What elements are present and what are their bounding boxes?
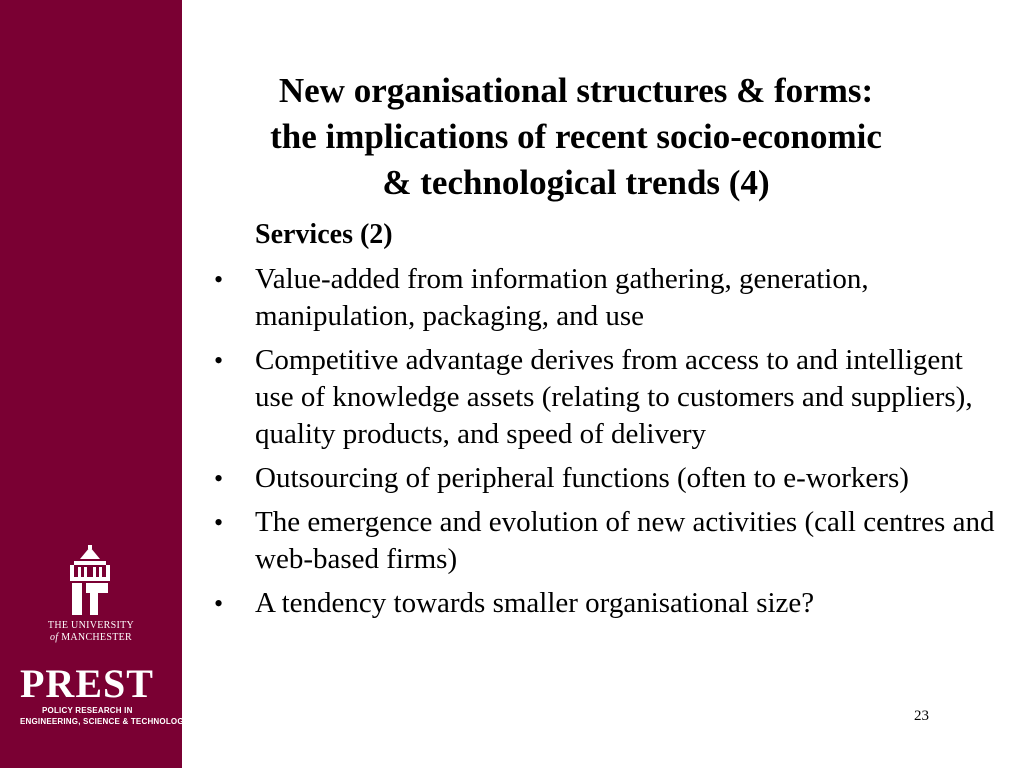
prest-logo: PREST [20,661,154,706]
university-name-line2 [0,632,182,643]
prest-subtitle-line2: ENGINEERING, SCIENCE & TECHNOLOGY [20,717,190,726]
bullet-item [212,342,1002,453]
sidebar [0,0,190,768]
bullet-text: The emergence and evolution of new activities (call centres and web-based firms) [255,506,995,575]
prest-subtitle-line1: POLICY RESEARCH IN [42,706,133,715]
title-line: the implications of recent socio-economic [270,117,882,156]
bullet-item [212,585,1002,622]
title-line: & technological trends (4) [382,163,770,202]
bullet-icon: • [214,589,224,618]
bullet-item [212,261,1002,335]
bullet-text: Value-added from information gathering, generation, manipulation, packaging, and use [255,263,869,332]
bullet-list [212,261,1002,622]
university-name-line1: THE UNIVERSITY [47,620,135,631]
bullet-text: A tendency towards smaller organisational size? [255,587,815,619]
university-name: MANCHESTER [61,632,132,643]
bullet-text: Outsourcing of peripheral functions (often to e-workers) [255,462,909,494]
subheading: Services (2) [255,219,393,250]
bullet-icon: • [214,464,224,493]
slide-title [196,68,956,206]
bullet-icon: • [214,346,224,375]
university-crest-icon [64,545,116,615]
title-line: New organisational structures & forms: [278,71,874,110]
university-of: of [50,632,59,643]
bullet-icon: • [214,265,224,294]
bullet-icon: • [214,508,224,537]
bullet-text: Competitive advantage derives from access to and intelligent use of knowledge assets (relating to customers and suppliers), quality products, and speed of delivery [255,344,973,450]
bullet-item [212,504,1002,578]
slide-body [212,216,1002,629]
page-number: 23 [914,708,929,724]
bullet-item [212,460,1002,497]
